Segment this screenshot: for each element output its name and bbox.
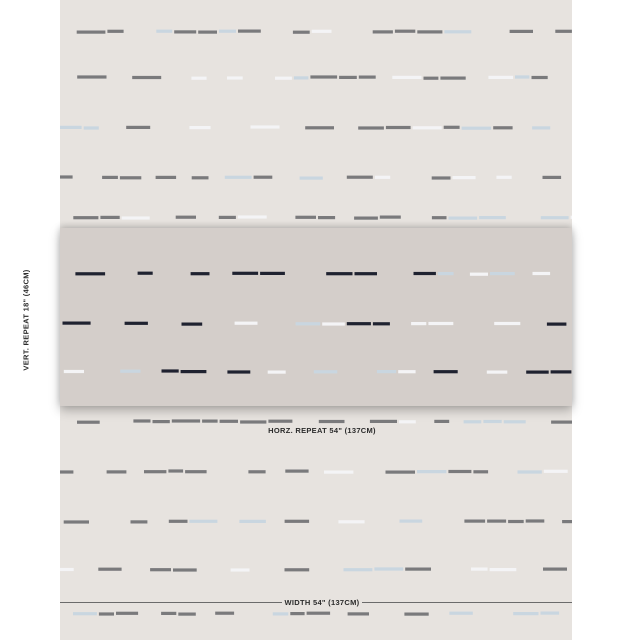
pattern-dash xyxy=(399,420,416,423)
pattern-dash xyxy=(239,520,266,523)
pattern-dash xyxy=(432,176,451,179)
pattern-dash xyxy=(386,126,411,129)
pattern-dash xyxy=(544,470,568,473)
pattern-dash xyxy=(138,272,153,275)
pattern-dash xyxy=(293,31,310,34)
pattern-dash xyxy=(162,369,179,372)
pattern-dash xyxy=(172,419,200,422)
pattern-dash xyxy=(373,30,393,33)
pattern-dash xyxy=(490,568,517,571)
pattern-dash xyxy=(377,370,396,373)
pattern-dash xyxy=(268,420,292,423)
pattern-dash xyxy=(487,520,506,523)
pattern-dash xyxy=(169,520,188,523)
pattern-dash xyxy=(191,272,210,275)
pattern-dash xyxy=(440,77,465,80)
pattern-dash xyxy=(251,125,280,128)
pattern-dash xyxy=(60,470,73,473)
pattern-dash xyxy=(543,176,562,179)
pattern-dash xyxy=(515,75,529,78)
pattern-dash xyxy=(513,612,538,615)
pattern-dash xyxy=(404,613,428,616)
pattern-dash xyxy=(434,420,449,423)
pattern-dash xyxy=(551,370,572,373)
pattern-dash xyxy=(231,568,250,571)
band-pattern xyxy=(60,228,572,406)
pattern-dash xyxy=(395,30,415,33)
pattern-dash xyxy=(434,370,458,373)
pattern-dash xyxy=(438,272,454,275)
pattern-dash xyxy=(131,520,148,523)
pattern-dash xyxy=(107,470,127,473)
horizontal-repeat-label xyxy=(0,426,640,435)
pattern-dash xyxy=(413,126,442,129)
pattern-dash xyxy=(473,470,488,473)
pattern-dash xyxy=(375,176,390,179)
pattern-dash xyxy=(60,568,74,571)
pattern-dash xyxy=(543,568,567,571)
pattern-dash xyxy=(100,216,119,219)
pattern-dash xyxy=(359,76,376,79)
pattern-dash xyxy=(479,216,506,219)
pattern-dash xyxy=(63,322,91,325)
pattern-dash xyxy=(215,612,234,615)
pattern-dash xyxy=(73,216,98,219)
pattern-dash xyxy=(347,322,371,325)
pattern-dash xyxy=(307,612,331,615)
pattern-dash xyxy=(77,31,106,34)
pattern-dash xyxy=(571,216,572,219)
pattern-dash xyxy=(471,568,488,571)
pattern-dash xyxy=(370,420,397,423)
pattern-dash xyxy=(488,76,513,79)
pattern-dash xyxy=(453,176,476,179)
pattern-dash xyxy=(102,176,118,179)
pattern-dash xyxy=(84,126,99,129)
pattern-dash xyxy=(285,568,310,571)
pattern-dash xyxy=(338,520,364,523)
pattern-dash xyxy=(120,176,141,179)
pattern-dash xyxy=(99,612,114,615)
pattern-dash xyxy=(178,613,196,616)
pattern-dash xyxy=(449,612,472,615)
pattern-dash xyxy=(235,322,258,325)
pattern-dash xyxy=(449,217,478,220)
pattern-dash xyxy=(444,30,471,33)
pattern-dash xyxy=(168,469,183,472)
pattern-dash xyxy=(225,176,252,179)
pattern-dash xyxy=(490,272,515,275)
pattern-dash xyxy=(508,520,524,523)
pattern-dash xyxy=(462,127,492,130)
pattern-dash xyxy=(464,520,485,523)
horizontal-repeat-text: HORZ. REPEAT 54" (137CM) xyxy=(265,426,379,435)
pattern-dash xyxy=(326,272,352,275)
pattern-dash xyxy=(116,612,138,615)
pattern-dash xyxy=(295,216,316,219)
pattern-dash xyxy=(380,216,401,219)
pattern-dash xyxy=(285,520,310,523)
pattern-dash xyxy=(254,176,273,179)
pattern-dash xyxy=(132,76,161,79)
pattern-dash xyxy=(77,421,100,424)
pattern-dash xyxy=(541,216,569,219)
pattern-dash xyxy=(504,420,526,423)
pattern-dash xyxy=(324,471,353,474)
pattern-dash xyxy=(107,30,123,33)
pattern-dash xyxy=(60,126,82,129)
pattern-dash xyxy=(240,420,266,423)
pattern-dash xyxy=(487,371,508,374)
pattern-dash xyxy=(181,370,207,373)
pattern-dash xyxy=(417,30,442,33)
pattern-dash xyxy=(532,126,550,129)
pattern-dash xyxy=(533,272,551,275)
pattern-dash xyxy=(417,470,446,473)
pattern-dash xyxy=(294,76,309,79)
pattern-dash xyxy=(182,323,203,326)
pattern-dash xyxy=(555,30,572,33)
pattern-dash xyxy=(424,77,439,80)
pattern-dash xyxy=(296,322,321,325)
pattern-dash xyxy=(448,470,471,473)
pattern-dash xyxy=(260,272,285,275)
pattern-dash xyxy=(219,216,236,219)
pattern-dash xyxy=(348,612,369,615)
pattern-dash xyxy=(122,216,150,219)
pattern-dash xyxy=(144,470,166,473)
pattern-dash xyxy=(153,420,170,423)
pattern-dash xyxy=(305,126,334,129)
pattern-dash xyxy=(120,370,140,373)
pattern-dash xyxy=(189,520,217,523)
pattern-dash xyxy=(275,77,292,80)
pattern-dash xyxy=(227,76,243,79)
pattern-dash xyxy=(347,176,373,179)
pattern-dash xyxy=(344,568,373,571)
pattern-dash xyxy=(526,519,545,522)
pattern-dash xyxy=(518,470,542,473)
pattern-dash xyxy=(156,30,172,33)
pattern-dash xyxy=(198,31,217,34)
pattern-dash xyxy=(161,612,176,615)
pattern-dash xyxy=(319,420,345,423)
pattern-dash xyxy=(60,175,73,178)
vertical-repeat-label: VERT. REPEAT 18" (46CM) xyxy=(21,269,31,371)
pattern-dash xyxy=(173,568,197,571)
pattern-dash xyxy=(373,322,390,325)
pattern-dash xyxy=(98,568,121,571)
pattern-dash xyxy=(428,322,453,325)
pattern-dash xyxy=(432,216,447,219)
pattern-dash xyxy=(273,612,289,615)
pattern-dash xyxy=(526,371,549,374)
pattern-dash xyxy=(312,30,332,33)
pattern-dash xyxy=(541,612,560,615)
pattern-dash xyxy=(227,370,250,373)
pattern-dash xyxy=(493,126,512,129)
pattern-dash xyxy=(219,30,236,33)
pattern-dash xyxy=(318,216,335,219)
width-label xyxy=(0,598,640,607)
pattern-dash xyxy=(64,520,89,523)
pattern-dash xyxy=(191,77,206,80)
pattern-dash xyxy=(238,30,261,33)
pattern-dash xyxy=(150,568,171,571)
pattern-dash xyxy=(547,323,567,326)
pattern-dash xyxy=(314,370,338,373)
pattern-dash xyxy=(400,520,423,523)
pattern-dash xyxy=(464,420,482,423)
pattern-dash xyxy=(339,76,357,79)
pattern-dash xyxy=(220,420,238,423)
pattern-dash xyxy=(386,471,416,474)
pattern-dash xyxy=(322,322,345,325)
pattern-dash xyxy=(494,322,520,325)
pattern-dash xyxy=(192,176,209,179)
repeat-band xyxy=(60,228,572,406)
pattern-dash xyxy=(64,370,84,373)
pattern-dash xyxy=(562,520,572,523)
pattern-dash xyxy=(126,126,150,129)
pattern-dash xyxy=(444,126,460,129)
pattern-dash xyxy=(75,272,105,275)
pattern-dash xyxy=(411,322,426,325)
pattern-dash xyxy=(483,420,501,423)
pattern-dash xyxy=(532,76,548,79)
pattern-dash xyxy=(405,568,431,571)
width-text: WIDTH 54" (137CM) xyxy=(282,598,363,607)
pattern-dash xyxy=(77,75,106,78)
pattern-dash xyxy=(496,176,511,179)
pattern-dash xyxy=(290,612,304,615)
pattern-dash xyxy=(398,370,415,373)
pattern-dash xyxy=(470,273,488,276)
pattern-dash xyxy=(202,420,218,423)
pattern-dash xyxy=(133,419,150,422)
pattern-dash xyxy=(268,371,286,374)
pattern-dash xyxy=(510,30,533,33)
pattern-dash xyxy=(300,177,323,180)
pattern-dash xyxy=(238,215,267,218)
pattern-dash xyxy=(232,272,258,275)
pattern-dash xyxy=(374,567,403,570)
pattern-dash xyxy=(174,30,196,33)
pattern-dash xyxy=(125,322,148,325)
pattern-dash xyxy=(285,470,308,473)
pattern-dash xyxy=(310,75,337,78)
pattern-dash xyxy=(551,421,572,424)
pattern-dash xyxy=(248,470,265,473)
pattern-dash xyxy=(392,76,421,79)
pattern-dash xyxy=(354,217,378,220)
pattern-dash xyxy=(176,216,196,219)
pattern-dash xyxy=(189,126,210,129)
pattern-dash xyxy=(73,612,97,615)
pattern-dash xyxy=(355,272,378,275)
pattern-dash xyxy=(414,272,436,275)
pattern-dash xyxy=(185,470,207,473)
pattern-dash xyxy=(358,126,384,129)
pattern-dash xyxy=(156,176,177,179)
